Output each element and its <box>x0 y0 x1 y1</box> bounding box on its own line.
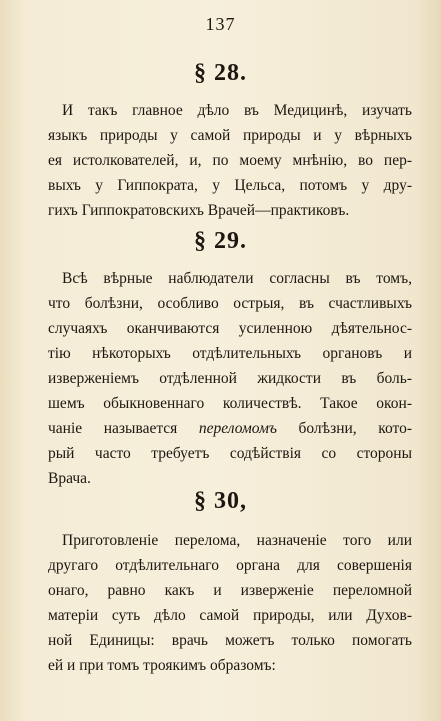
text-line-mixed <box>48 416 412 441</box>
text-line: изверженіемъ отдѣленной жидкости въ боль- <box>48 370 412 387</box>
page-number: 137 <box>205 14 236 34</box>
text-line: языкъ природы у самой природы и у вѣрныхъ <box>48 127 412 144</box>
text-line: что болѣзни, особливо острыя, въ счастливыхъ <box>48 295 412 312</box>
text-line: И такъ главное дѣло въ Медицинѣ, изучать <box>62 102 412 119</box>
text-line: онаго, равно какъ и изверженіе переломной <box>48 582 412 599</box>
section-heading-29: § 29. <box>194 228 247 254</box>
emphasized-term: переломомъ <box>198 420 277 437</box>
text-line: гихъ Гиппократовскихъ Врачей—практиковъ. <box>48 202 350 219</box>
text-line: ной Единицы: врачь можетъ только помогать <box>48 632 412 649</box>
text-line: матеріи суть дѣло самой природы, или Духов- <box>48 607 412 624</box>
text-line: Приготовленіе перелома, назначеніе того или <box>62 532 412 549</box>
paragraph-28 <box>48 98 412 223</box>
text-fragment: чаніе называется <box>48 420 178 437</box>
text-line: Врача. <box>48 470 91 487</box>
text-line: рый часто требуетъ содѣйствія со стороны <box>48 445 412 462</box>
text-line: тію нѣкоторыхъ отдѣлительныхъ органовъ и <box>48 345 412 362</box>
text-line: другаго отдѣлительнаго органа для совершенія <box>48 557 412 574</box>
text-line: случаяхъ оканчиваются усиленною дѣятельнос- <box>48 320 412 337</box>
section-heading-30: § 30, <box>194 488 247 514</box>
text-line: шемъ обыкновеннаго количествѣ. Такое окон- <box>48 395 412 412</box>
text-fragment: болѣзни, кото- <box>298 420 413 437</box>
section-heading-28: § 28. <box>194 60 247 86</box>
text-line: Всѣ вѣрные наблюдатели согласны въ томъ, <box>62 270 412 287</box>
paragraph-29 <box>48 266 412 491</box>
paragraph-30 <box>48 528 412 678</box>
text-line: ея истолкователей, и, по моему мнѣнію, во пер- <box>48 152 412 169</box>
text-line: ей и при томъ троякимъ образомъ: <box>48 657 276 674</box>
text-line: выхъ у Гиппократа, у Цельса, потомъ у дру- <box>48 177 412 194</box>
